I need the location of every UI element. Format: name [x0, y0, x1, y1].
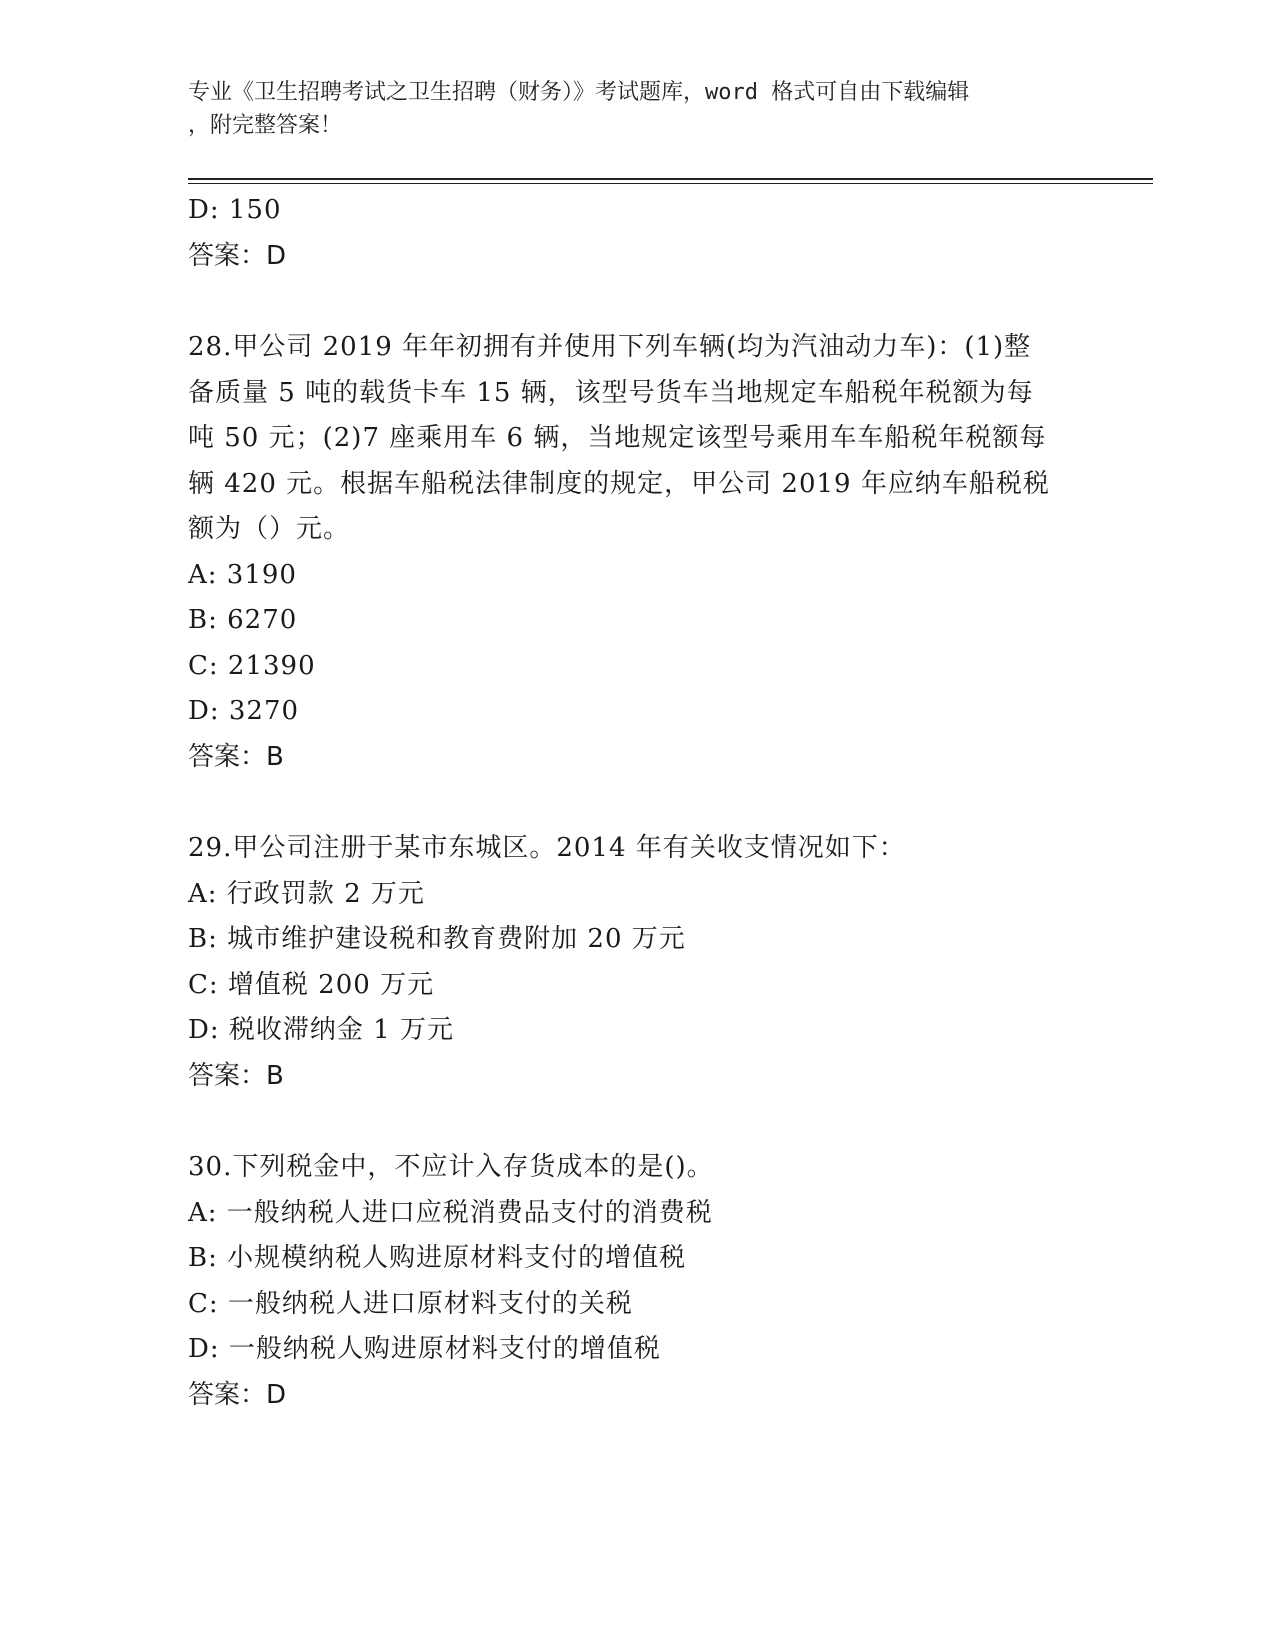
spacer [188, 1099, 1088, 1145]
header-rule-thin [188, 183, 1153, 184]
option-c: C: 一般纳税人进口原材料支付的关税 [188, 1288, 633, 1319]
page-header [188, 76, 1088, 142]
option-b: B: 小规模纳税人购进原材料支付的增值税 [188, 1243, 687, 1273]
exam-content [188, 188, 1088, 1418]
option-d: D: 一般纳税人购进原材料支付的增值税 [188, 1334, 661, 1364]
question-stem-line: 辆 420 元。根据车船税法律制度的规定，甲公司 2019 年应纳车船税税 [188, 468, 1050, 499]
spacer [188, 279, 1088, 325]
option-a: A: 一般纳税人进口应税消费品支付的消费税 [188, 1197, 713, 1228]
question-28 [188, 325, 1088, 780]
question-29 [188, 826, 1088, 1099]
question-stem-line: 备质量 5 吨的载货卡车 15 辆，该型号货车当地规定车船税年税额为每 [188, 377, 1034, 408]
header-line-1: 专业《卫生招聘考试之卫生招聘（财务）》考试题库，word 格式可自由下载编辑 [188, 80, 970, 105]
option-a: A: 行政罚款 2 万元 [188, 878, 425, 909]
option-d: D: 税收滞纳金 1 万元 [188, 1015, 454, 1045]
option-b: B: 6270 [188, 605, 298, 635]
option-a: A: 3190 [188, 559, 297, 590]
option-b: B: 城市维护建设税和教育费附加 20 万元 [188, 924, 686, 954]
previous-question-tail [188, 188, 1088, 279]
answer-line: 答案：D [188, 1379, 287, 1410]
option-c: C: 21390 [188, 650, 316, 681]
question-stem-line: 额为（）元。 [188, 514, 351, 544]
header-rule-thick [188, 178, 1153, 180]
option-d: D: 150 [188, 195, 282, 225]
answer-line: 答案：B [188, 741, 284, 772]
header-line-2: ，附完整答案！ [188, 113, 343, 138]
question-stem-line: 28.甲公司 2019 年年初拥有并使用下列车辆(均为汽油动力车)：(1)整 [188, 332, 1032, 362]
answer-line: 答案：B [188, 1060, 284, 1091]
answer-line: 答案：D [188, 240, 287, 271]
option-d: D: 3270 [188, 696, 300, 726]
question-stem-line: 29.甲公司注册于某市东城区。2014 年有关收支情况如下： [188, 833, 906, 863]
spacer [188, 780, 1088, 826]
question-30 [188, 1145, 1088, 1418]
question-stem-line: 30.下列税金中，不应计入存货成本的是()。 [188, 1152, 714, 1182]
option-c: C: 增值税 200 万元 [188, 969, 435, 1000]
question-stem-line: 吨 50 元；(2)7 座乘用车 6 辆，当地规定该型号乘用车车船税年税额每 [188, 423, 1047, 453]
